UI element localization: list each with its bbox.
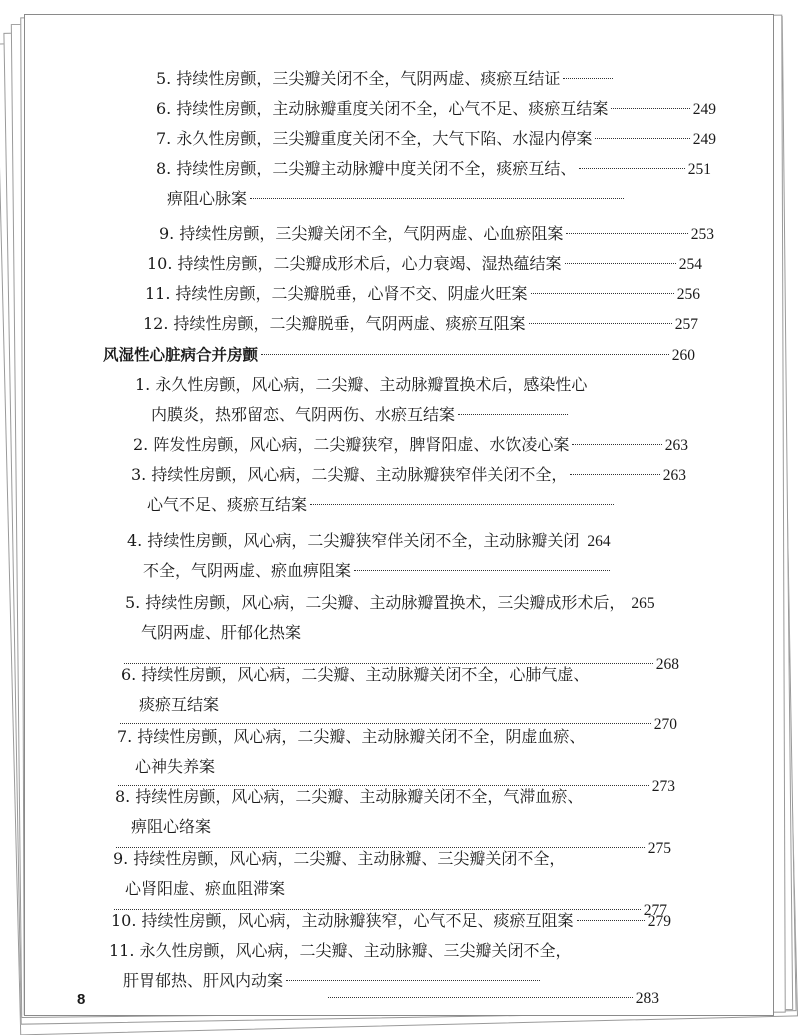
toc-page-number: 268	[655, 656, 679, 673]
leader-dots	[124, 663, 653, 664]
leader-dots	[563, 78, 613, 79]
toc-entry-title-cont: 气阴两虚、肝郁化热案	[141, 623, 302, 642]
toc-entry-title-cont: 痹阻心络案	[131, 817, 212, 836]
toc-entry-title-cont: 内膜炎，热邪留恋、气阴两伤、水瘀互结案	[151, 405, 456, 424]
toc-page-number: 277	[643, 902, 667, 919]
leader-dots	[577, 920, 645, 921]
toc-entry[interactable]	[143, 314, 698, 335]
toc-entry[interactable]	[127, 531, 682, 552]
toc-entry-title: 3. 持续性房颤，风心病，二尖瓣、主动脉瓣狭窄伴关闭不全，	[131, 465, 568, 484]
toc-entry-title: 8. 持续性房颤，风心病，二尖瓣、主动脉瓣关闭不全，气滞血瘀、	[115, 787, 584, 806]
toc-entry-continuation[interactable]	[123, 971, 543, 991]
toc-page-number: 251	[687, 161, 711, 178]
toc-entry-continuation[interactable]	[141, 623, 661, 643]
toc-entry[interactable]	[121, 665, 661, 685]
toc-entry-title-cont: 心肾阳虚、瘀血阻滞案	[125, 879, 286, 898]
toc-page-number: 249	[692, 131, 716, 148]
leader-dots	[572, 444, 661, 445]
toc-entry[interactable]	[133, 435, 688, 456]
leader-dots	[310, 504, 614, 505]
toc-entry-continuation[interactable]	[167, 189, 627, 209]
toc-entry-title: 11. 永久性房颤，风心病，二尖瓣、主动脉瓣、三尖瓣关闭不全，	[109, 941, 572, 960]
toc-page-number: 273	[651, 778, 675, 795]
toc-entry[interactable]	[156, 129, 716, 150]
toc-entry[interactable]	[156, 99, 716, 120]
leader-dots	[261, 354, 669, 355]
toc-page-number: 253	[690, 226, 714, 243]
toc-entry[interactable]	[125, 593, 680, 614]
leader-dots	[529, 323, 672, 324]
toc-entry-continuation[interactable]	[131, 817, 651, 837]
toc-entry[interactable]	[117, 727, 657, 747]
leader-dots	[328, 997, 633, 998]
leader-dots	[570, 474, 659, 475]
toc-section-heading[interactable]	[103, 345, 695, 366]
toc-entry-title: 10. 持续性房颤，风心病，主动脉瓣狭窄，心气不足、痰瘀互阻案	[111, 911, 574, 930]
toc-page-number: 270	[653, 716, 677, 733]
leader-dots	[120, 723, 651, 724]
leader-dots	[458, 414, 568, 415]
leader-dots	[116, 847, 645, 848]
toc-entry-title-cont: 不全，气阴两虚、瘀血痹阻案	[143, 561, 352, 580]
toc-entry-title-cont: 痰瘀互结案	[139, 695, 220, 714]
leader-dots	[579, 168, 684, 169]
toc-entry[interactable]	[109, 941, 649, 961]
toc-entry-title: 11. 持续性房颤，二尖瓣脱垂，心肾不交、阴虚火旺案	[145, 284, 528, 303]
toc-entry-title: 7. 永久性房颤，三尖瓣重度关闭不全，大气下陷、水湿内停案	[156, 129, 593, 148]
toc-page-number: 275	[647, 840, 671, 857]
toc-entry-title: 6. 持续性房颤，风心病，二尖瓣、主动脉瓣关闭不全，心肺气虚、	[121, 665, 590, 684]
toc-entry-title: 2. 阵发性房颤，风心病，二尖瓣狭窄，脾肾阳虚、水饮凌心案	[133, 435, 570, 454]
toc-entry-continuation[interactable]	[125, 879, 645, 899]
toc-entry-title: 5. 持续性房颤，风心病，二尖瓣、主动脉瓣置换术，三尖瓣成形术后，	[125, 593, 626, 612]
toc-entry[interactable]	[135, 375, 690, 395]
toc-page-number: 264	[587, 533, 611, 550]
toc-page-number: 260	[671, 347, 695, 364]
folio-page-number: 8	[77, 991, 86, 1008]
section-title: 风湿性心脏病合并房颤	[103, 346, 259, 364]
toc-entry-continuation[interactable]	[139, 695, 659, 715]
toc-entry[interactable]	[115, 787, 655, 807]
toc-page-number: 279	[647, 913, 671, 930]
leader-dots	[565, 263, 676, 264]
toc-page	[24, 14, 774, 1016]
toc-entry-continuation[interactable]	[135, 757, 655, 777]
toc-page-number: 254	[678, 256, 702, 273]
leader-dots	[531, 293, 674, 294]
leader-dots	[566, 233, 687, 234]
toc-entry-title-cont: 痹阻心脉案	[167, 189, 248, 208]
toc-entry[interactable]	[145, 284, 700, 305]
toc-entry-title-cont: 心气不足、痰瘀互结案	[147, 495, 308, 514]
toc-entry[interactable]	[147, 254, 702, 275]
toc-entry-title-cont: 心神失养案	[135, 757, 216, 776]
toc-page-number: 283	[635, 990, 659, 1007]
leader-dots	[250, 198, 624, 199]
toc-entry-continuation[interactable]	[151, 405, 571, 425]
toc-entry-title: 4. 持续性房颤，风心病，二尖瓣狭窄伴关闭不全，主动脉瓣关闭	[127, 531, 580, 550]
toc-entry[interactable]	[156, 159, 711, 180]
toc-entry-title: 10. 持续性房颤，二尖瓣成形术后，心力衰竭、湿热蕴结案	[147, 254, 562, 273]
toc-entry[interactable]	[113, 849, 653, 869]
leader-dots	[354, 570, 610, 571]
toc-entry-continuation[interactable]	[147, 495, 617, 515]
leader-dots	[595, 138, 689, 139]
toc-page-number: 256	[676, 286, 700, 303]
toc-entry[interactable]	[131, 465, 686, 486]
toc-entry-title: 8. 持续性房颤，二尖瓣主动脉瓣中度关闭不全，痰瘀互结、	[156, 159, 577, 178]
toc-entry-title-cont: 肝胃郁热、肝风内动案	[123, 971, 284, 990]
leader-dots	[114, 909, 641, 910]
toc-page-number: 257	[674, 316, 698, 333]
toc-entry[interactable]	[325, 989, 659, 1009]
toc-entry[interactable]	[111, 911, 671, 932]
toc-entry[interactable]	[159, 224, 714, 245]
toc-entry-title: 1. 永久性房颤，风心病，二尖瓣、主动脉瓣置换术后，感染性心	[135, 375, 588, 394]
toc-entry-title: 5. 持续性房颤，三尖瓣关闭不全，气阴两虚、痰瘀互结证	[156, 69, 561, 88]
toc-entry-title: 7. 持续性房颤，风心病，二尖瓣、主动脉瓣关闭不全，阴虚血瘀、	[117, 727, 586, 746]
toc-entry-title: 9. 持续性房颤，三尖瓣关闭不全，气阴两虚、心血瘀阻案	[159, 224, 564, 243]
leader-dots	[611, 108, 689, 109]
toc-entry-title: 9. 持续性房颤，风心病，二尖瓣、主动脉瓣、三尖瓣关闭不全，	[113, 849, 566, 868]
toc-entry[interactable]	[156, 69, 616, 89]
toc-entry-title: 12. 持续性房颤，二尖瓣脱垂，气阴两虚、痰瘀互阻案	[143, 314, 526, 333]
toc-entry-title: 6. 持续性房颤，主动脉瓣重度关闭不全，心气不足、痰瘀互结案	[156, 99, 609, 118]
toc-page-number: 265	[631, 595, 655, 612]
leader-dots	[118, 785, 649, 786]
toc-page-number: 263	[662, 467, 686, 484]
toc-page-number: 249	[692, 101, 716, 118]
toc-entry-continuation[interactable]	[143, 561, 613, 581]
leader-dots	[286, 980, 540, 981]
toc-page-number: 263	[664, 437, 688, 454]
